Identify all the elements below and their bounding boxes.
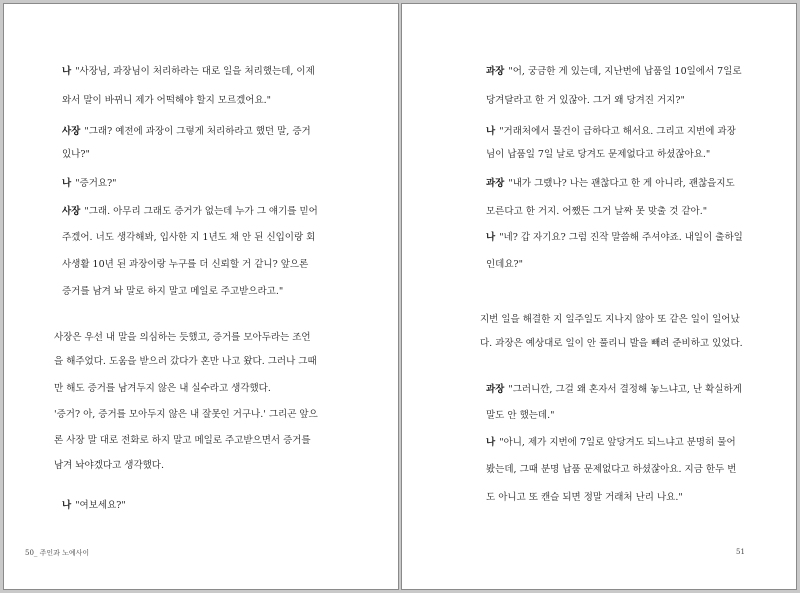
left-text-line: [62, 259, 308, 271]
line-text: "어, 궁금한 게 있는데, 지난번에 납품일 10일에서 7일로: [508, 66, 742, 77]
line-text: 론 사장 말 대로 전화로 하지 말고 메일로 주고받으면서 증거를: [54, 435, 311, 446]
left-text-line: [54, 332, 311, 344]
right-text-line: [486, 492, 683, 504]
line-text: 모른다고 한 거지. 어쨌든 그거 날짜 못 맞출 것 같아.": [486, 206, 708, 217]
right-text-line: [480, 338, 743, 350]
speaker-label: 사장: [62, 206, 81, 217]
right-text-line: [486, 410, 555, 422]
line-text: "증거요?": [75, 178, 117, 189]
line-text: "거래처에서 물건이 급하다고 해서요. 그리고 지번에 과장: [499, 126, 736, 137]
right-text-line: [486, 178, 735, 190]
line-text: 증거를 남겨 놔 말로 하지 말고 메일로 주고받으라고.": [62, 286, 284, 297]
line-text: "그래? 예전에 과장이 그렇게 처리하라고 했던 말, 증거: [84, 126, 311, 137]
line-text: "내가 그랬나? 나는 괜찮다고 한 게 아니라, 괜찮을지도: [508, 178, 735, 189]
speaker-label: 나: [486, 126, 496, 137]
line-text: 만 해도 증거를 남겨두지 않은 내 실수라고 생각했다.: [54, 383, 271, 394]
line-text: "여보세요?": [75, 500, 126, 511]
left-text-line: [62, 66, 315, 78]
speaker-label: 나: [62, 500, 72, 511]
line-text: 남겨 놔야겠다고 생각했다.: [54, 460, 165, 471]
right-text-line: [486, 95, 685, 107]
right-text-line: [486, 149, 710, 161]
right-text-line: [486, 437, 736, 449]
line-text: 주겠어. 너도 생각해봐, 입사한 지 1년도 채 안 된 신입이랑 회: [62, 232, 316, 243]
speaker-label: 나: [62, 178, 72, 189]
line-text: '증거? 아, 증거를 모아두지 않은 내 잘못인 거구나.' 그리곤 앞으: [54, 409, 318, 420]
line-text: 와서 말이 바뀌니 제가 어떡해야 할지 모르겠어요.": [62, 95, 272, 106]
line-text: 을 해주었다. 도움을 받으러 갔다가 혼만 나고 왔다. 그러나 그때: [54, 356, 317, 367]
left-text-line: [54, 356, 317, 368]
left-text-line: [62, 500, 126, 512]
right-text-line: [486, 232, 743, 244]
left-text-line: [54, 409, 318, 421]
left-page-footer: 50_ 주인과 노예사이: [25, 549, 90, 557]
right-text-line: [486, 206, 707, 218]
right-text-line: [480, 314, 740, 326]
line-text: 당겨달라고 한 거 있잖아. 그거 왜 당겨진 거지?": [486, 95, 685, 106]
left-text-line: [54, 435, 311, 447]
line-text: 인데요?": [486, 259, 523, 270]
speaker-label: 나: [486, 437, 496, 448]
line-text: 봤는데, 그때 분명 납품 문제없다고 하셨잖아요. 지금 한두 번: [486, 464, 737, 475]
line-text: "네? 갑 자기요? 그럼 진작 말씀해 주셔야죠. 내일이 출하일: [499, 232, 743, 243]
right-text-line: [486, 384, 742, 396]
left-text-line: [54, 383, 271, 395]
left-text-line: [54, 460, 164, 472]
line-text: 지번 일을 해결한 지 일주일도 지나지 않아 또 같은 일이 일어났: [480, 314, 740, 325]
left-text-line: [62, 95, 271, 107]
right-text-line: [486, 464, 736, 476]
speaker-label: 과장: [486, 66, 505, 77]
left-text-line: [62, 178, 117, 190]
right-page-footer: 51: [736, 548, 745, 556]
line-text: "그래. 아무리 그래도 증거가 없는데 누가 그 얘기를 믿어: [84, 206, 318, 217]
line-text: "아니, 제가 지번에 7일로 앞당겨도 되느냐고 분명히 물어: [499, 437, 736, 448]
speaker-label: 나: [486, 232, 496, 243]
line-text: 있나?": [62, 149, 90, 160]
left-text-line: [62, 206, 318, 218]
line-text: 님이 납품일 7일 날로 당겨도 문제없다고 하셨잖아요.": [486, 149, 711, 160]
left-text-line: [62, 232, 315, 244]
line-text: 말도 안 했는데.": [486, 410, 555, 421]
left-text-line: [62, 149, 90, 161]
line-text: 도 아니고 또 캔슬 되면 정말 거래처 난리 나요.": [486, 492, 683, 503]
right-text-line: [486, 66, 742, 78]
speaker-label: 과장: [486, 178, 505, 189]
speaker-label: 사장: [62, 126, 81, 137]
line-text: 사생활 10년 된 과장이랑 누구를 더 신뢰할 거 같니? 앞으론: [62, 259, 309, 270]
line-text: "그러니깐, 그걸 왜 혼자서 결정해 놓느냐고, 난 확실하게: [508, 384, 742, 395]
speaker-label: 과장: [486, 384, 505, 395]
left-text-line: [62, 286, 283, 298]
speaker-label: 나: [62, 66, 72, 77]
right-text-line: [486, 126, 736, 138]
right-text-line: [486, 259, 523, 271]
line-text: "사장님, 과장님이 처리하라는 대로 일을 처리했는데, 이제: [75, 66, 315, 77]
line-text: 사장은 우선 내 말을 의심하는 듯했고, 증거를 모아두라는 조언: [54, 332, 311, 343]
line-text: 다. 과장은 예상대로 일이 안 풀리니 발을 빼려 준비하고 있었다.: [480, 338, 743, 349]
left-text-line: [62, 126, 311, 138]
